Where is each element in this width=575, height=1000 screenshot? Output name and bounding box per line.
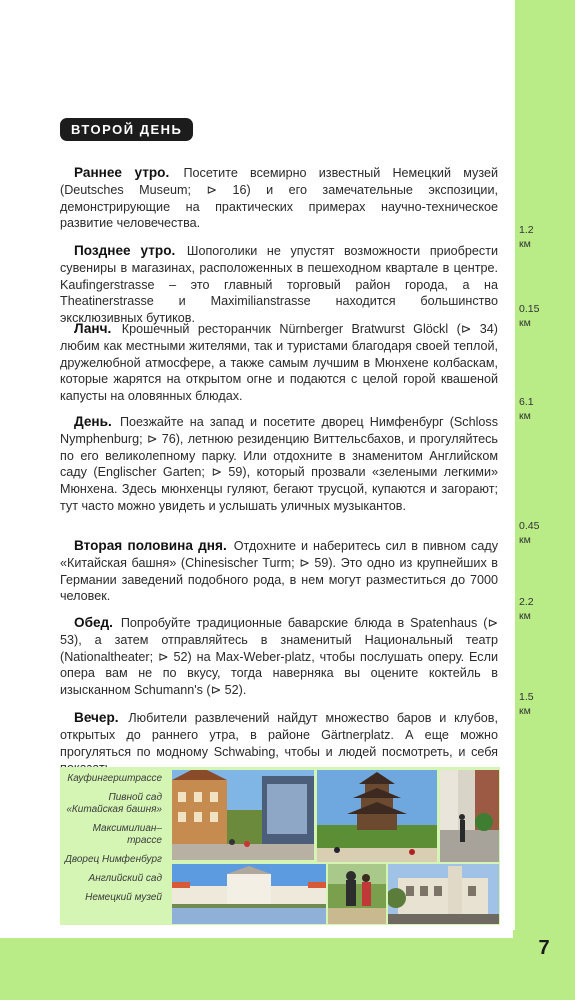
distance-marker xyxy=(519,223,559,251)
section-lunch xyxy=(60,321,498,405)
section-text: Отдохните и наберитесь сил в пивном саду «Китайская башня» (Chinesischer Turm; ⊳ 59). Это одно из крупнейших в Германии заведений подобного рода, в нем могут разместиться до 7000 человек. xyxy=(60,539,498,604)
photo-nymphenburg-palace xyxy=(172,864,326,924)
distance-value: 0.15 xyxy=(519,303,540,315)
distance-unit: км xyxy=(519,410,531,422)
section-title: Вторая половина дня. xyxy=(74,538,227,553)
distance-value: 2.2 xyxy=(519,596,534,608)
distance-marker xyxy=(519,302,559,330)
section-title: Раннее утро. xyxy=(74,165,170,180)
legend-item: Максимилиан–трассе xyxy=(92,823,162,846)
distance-value: 6.1 xyxy=(519,396,534,408)
legend-item: Пивной сад «Китайская башня» xyxy=(66,792,162,815)
side-margin-strip xyxy=(515,0,575,1000)
day-heading-badge: ВТОРОЙ ДЕНЬ xyxy=(60,118,193,141)
distance-unit: км xyxy=(519,238,531,250)
section-text: Крошечный ресторанчик Nürnberger Bratwurst Glöckl (⊳ 34) любим как местными жителями, так и туристами благодаря своей теплой, дружелюбной атмосфере, а также самым лучшим в Мюнхене колбаскам, которые жарятся на открытом огне и подаются с целой горой квашеной капусты на оловянных блюдах. xyxy=(60,322,498,404)
section-late-afternoon xyxy=(60,538,498,605)
section-title: Позднее утро. xyxy=(74,243,176,258)
legend-item: Немецкий музей xyxy=(85,892,162,903)
section-text: Посетите всемирно известный Немецкий музей (Deutsches Museum; ⊳ 16) и его замечательные экспозиции, демонстрирующие на практических примерах научно-техническое развитие человечества. xyxy=(60,166,498,231)
photo-chinese-tower xyxy=(317,770,437,862)
distance-unit: км xyxy=(519,705,531,717)
section-afternoon xyxy=(60,414,498,515)
distance-unit: км xyxy=(519,317,531,329)
legend-item: Кауфингерштрассе xyxy=(67,773,162,784)
distance-marker xyxy=(519,395,559,423)
photo-legend xyxy=(62,773,162,904)
distance-value: 1.5 xyxy=(519,691,534,703)
section-title: Обед. xyxy=(74,615,113,630)
section-title: Ланч. xyxy=(74,321,112,336)
section-text: Поезжайте на запад и посетите дворец Нимфенбург (Schloss Nymphenburg; ⊳ 76), летнюю резиденцию Виттельсбахов, и прогуляйтесь по его великолепному парку. Или отдохните в знаменитом Английском саду (Englischer Garten; ⊳ 59), который прозвали «зелеными легкими» Мюнхена. Здесь мюнхенцы гуляют, бегают трусцой, купаются и загорают; тут часто можно увидеть и услышать уличных музыкантов. xyxy=(60,415,498,513)
section-dinner xyxy=(60,615,498,699)
section-late-morning xyxy=(60,243,498,327)
distance-marker xyxy=(519,595,559,623)
legend-item: Дворец Нимфенбург xyxy=(64,854,162,865)
section-text: Шопоголики не упустят возможности приобрести сувениры в магазинах, расположенных в пешеходном квартале в центре. Kaufingerstrasse – это главный торговый район города, а на Theatinerstrasse и Maximilianstrasse находится большинство эксклюзивных бутиков. xyxy=(60,244,498,326)
photo-kaufingerstrasse xyxy=(172,770,314,860)
section-text: Любители развлечений найдут множество баров и клубов, открытых до раннего утра, в районе Gärtnerplatz. А еще можно прогуляться по модному Schwabing, чтобы и людей посмотреть, и себя xyxy=(60,711,498,759)
section-text: Попробуйте традиционные баварские блюда в Spatenhaus (⊳ 53), а затем отправляйтесь в знаменитый Национальный театр (Nationaltheater; ⊳ 52) на Max-Weber-platz, чтобы послушать оперу. Если опера вам не по вкусу, тогда наверняка вы оцените коктейль в изысканном Schumann's (⊳ 52). xyxy=(60,616,498,698)
page-number: 7 xyxy=(513,930,575,966)
section-title: День. xyxy=(74,414,112,429)
photo-maximilianstrasse xyxy=(440,770,499,862)
distance-marker xyxy=(519,519,559,547)
bottom-bar xyxy=(0,938,575,1000)
section-title: Вечер. xyxy=(74,710,119,725)
distance-unit: км xyxy=(519,610,531,622)
legend-item: Английский сад xyxy=(88,873,162,884)
distance-marker xyxy=(519,690,559,718)
section-early-morning xyxy=(60,165,498,232)
distance-value: 0.45 xyxy=(519,520,540,532)
photo-deutsches-museum xyxy=(388,864,499,924)
distance-value: 1.2 xyxy=(519,224,534,236)
distance-unit: км xyxy=(519,534,531,546)
photo-english-garden xyxy=(328,864,386,924)
